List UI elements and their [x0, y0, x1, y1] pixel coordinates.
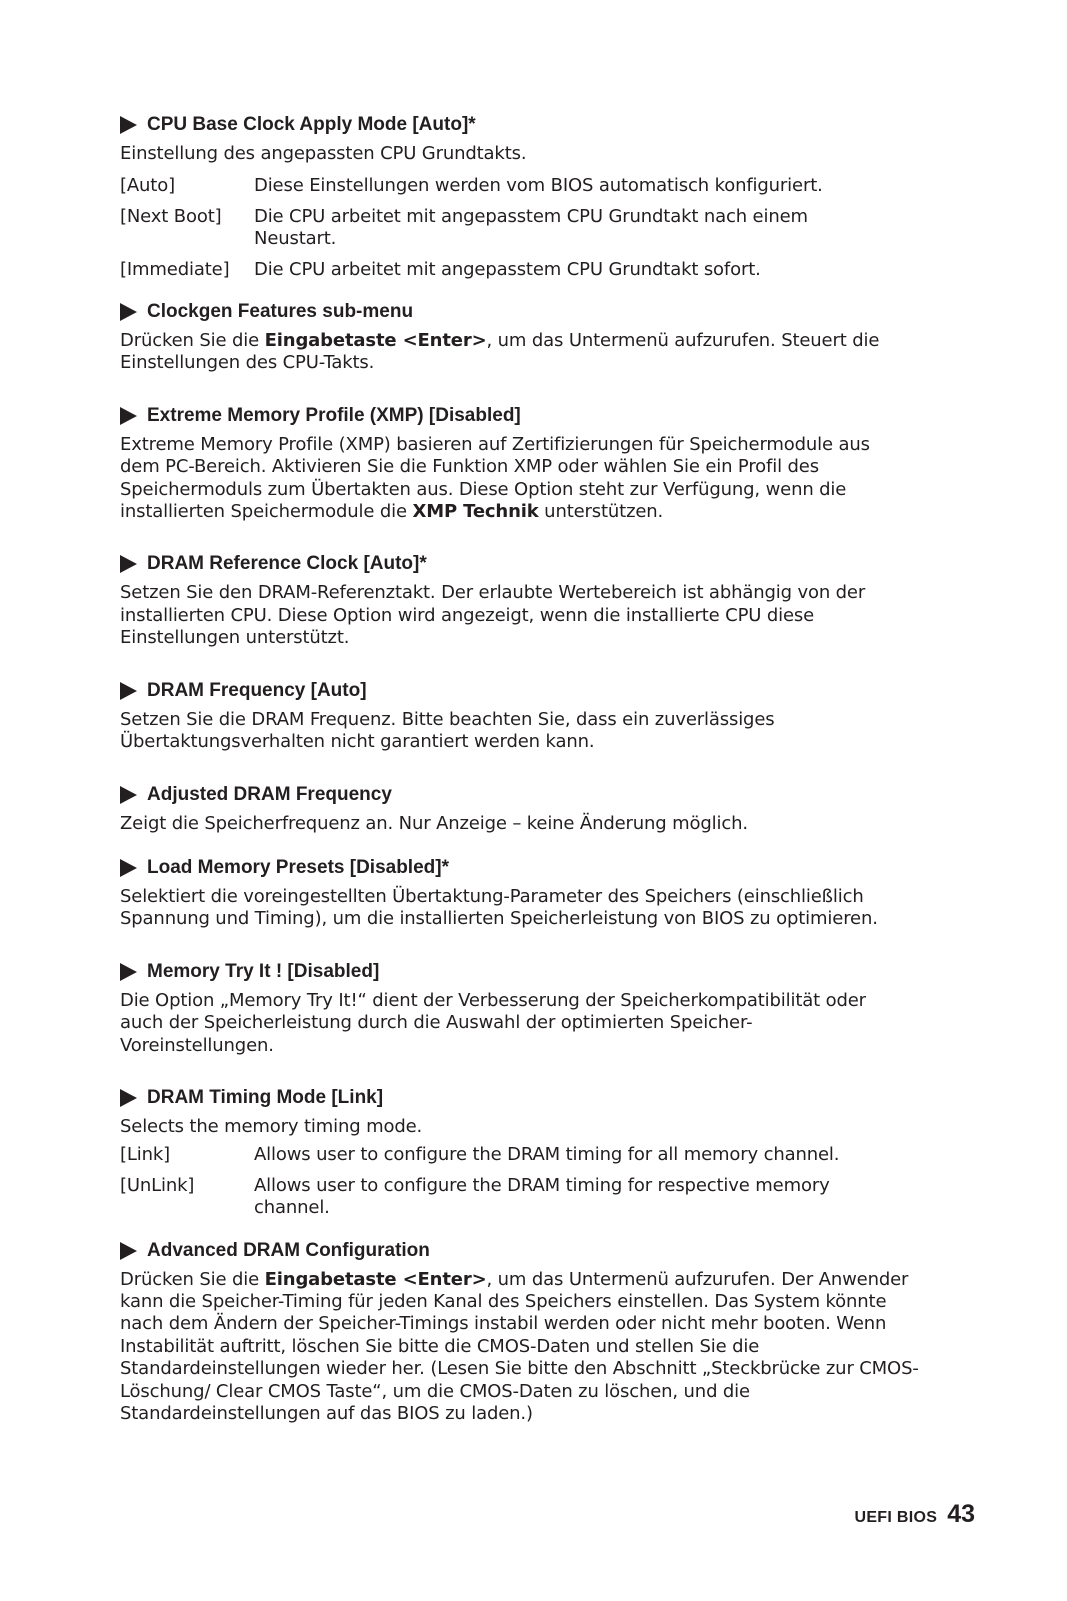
triangle-bullet-icon: [120, 407, 137, 425]
setting-memory-try-it: [120, 959, 930, 1057]
setting-description: [120, 434, 930, 524]
setting-description: Einstellung des angepassten CPU Grundtakts.: [120, 143, 527, 164]
option-key: [Link]: [120, 1144, 171, 1166]
bios-settings-list: [120, 112, 930, 1425]
triangle-bullet-icon: [120, 555, 137, 573]
setting-xmp: [120, 403, 930, 524]
setting-description: Setzen Sie den DRAM-Referenztakt. Der erlaubte Wertebereich ist abhängig von der installierten CPU. Diese Option wird angezeigt, wenn die installierte CPU diese Einstellungen unterstützt.: [120, 582, 866, 649]
setting-clockgen-features: [120, 299, 930, 375]
option-text: Die CPU arbeitet mit angepasstem CPU Grundtakt nach einem Neustart.: [254, 205, 808, 250]
setting-heading: [120, 403, 930, 429]
option-row: [120, 175, 930, 197]
setting-title: Adjusted DRAM Frequency: [147, 783, 392, 805]
xmp-technik-label: XMP Technik: [412, 501, 539, 523]
option-key: [Next Boot]: [120, 205, 222, 227]
setting-load-memory-presets: [120, 855, 930, 931]
triangle-bullet-icon: [120, 116, 137, 134]
option-key: [Auto]: [120, 175, 175, 197]
setting-title: DRAM Timing Mode [Link]: [147, 1086, 384, 1108]
setting-title: DRAM Reference Clock [Auto]*: [147, 553, 427, 575]
description-text: Drücken Sie die: [120, 330, 265, 352]
setting-title: CPU Base Clock Apply Mode [Auto]*: [147, 114, 476, 135]
setting-description: [120, 330, 930, 375]
setting-heading: [120, 1238, 930, 1264]
setting-description: [120, 1269, 930, 1426]
option-text: Allows user to configure the DRAM timing for all memory channel.: [254, 1144, 840, 1166]
setting-description: Die Option „Memory Try It!“ dient der Verbesserung der Speicherkompatibilität oder auch der Speicherleistung durch die Auswahl der optimierten Speicher-Voreinstellungen.: [120, 989, 866, 1056]
setting-heading: [120, 299, 930, 325]
setting-title: Extreme Memory Profile (XMP) [Disabled]: [147, 404, 521, 426]
triangle-bullet-icon: [120, 1089, 137, 1107]
description-text: unterstützen.: [538, 501, 664, 523]
option-text: Allows user to configure the DRAM timing for respective memory channel.: [254, 1174, 830, 1219]
option-key: [Immediate]: [120, 258, 230, 280]
setting-advanced-dram-configuration: [120, 1238, 930, 1426]
triangle-bullet-icon: [120, 963, 137, 981]
setting-heading: [120, 551, 930, 577]
setting-heading: [120, 678, 930, 704]
setting-adjusted-dram-frequency: [120, 782, 930, 835]
triangle-bullet-icon: [120, 303, 137, 321]
triangle-bullet-icon: [120, 682, 137, 700]
setting-description: Selektiert die voreingestellten Übertaktung-Parameter des Speichers (einschließlich Spannung und Timing), um die installierten Speicherleistung von BIOS zu optimieren.: [120, 885, 878, 930]
setting-description: Selects the memory timing mode.: [120, 1115, 423, 1137]
triangle-bullet-icon: [120, 786, 137, 804]
setting-cpu-base-clock-apply-mode: [120, 112, 930, 281]
option-list: [120, 1144, 930, 1219]
footer-section-label: UEFI BIOS: [854, 1509, 938, 1526]
option-row: [120, 206, 930, 251]
option-list: [120, 175, 930, 281]
setting-title: DRAM Frequency [Auto]: [147, 679, 367, 701]
setting-dram-timing-mode: [120, 1085, 930, 1220]
triangle-bullet-icon: [120, 859, 137, 877]
setting-title: Advanced DRAM Configuration: [147, 1239, 430, 1261]
description-text: , um das Untermenü aufzurufen. Der Anwender kann die Speicher-Timing für jeden Kanal des Speichers einstellen. Das System könnte nach dem Ändern der Speicher-Timings instabil werden oder nicht mehr booten. Wenn Instabilität auftritt, löschen Sie bitte die CMOS-Daten und stellen Sie die Standardeinstellungen wieder her. (Lesen Sie bitte den Abschnitt „Steckbrücke zur CMOS-Löschung/ Clear CMOS Taste“, um die CMOS-Daten zu löschen, und die Standardeinstellungen auf das BIOS zu laden.): [120, 1268, 919, 1424]
setting-description: Setzen Sie die DRAM Frequenz. Bitte beachten Sie, dass ein zuverlässiges Übertaktungsverhalten nicht garantiert werden kann.: [120, 708, 775, 753]
description-text: , um das Untermenü aufzurufen. Steuert die Einstellungen des CPU-Takts.: [120, 330, 880, 374]
page-footer: [854, 1500, 975, 1529]
option-row: [120, 1144, 930, 1166]
page-number: 43: [947, 1500, 975, 1528]
option-text: Die CPU arbeitet mit angepasstem CPU Grundtakt sofort.: [254, 258, 761, 280]
option-key: [UnLink]: [120, 1174, 195, 1196]
setting-dram-reference-clock: [120, 551, 930, 649]
option-row: [120, 259, 930, 281]
setting-description: Zeigt die Speicherfrequenz an. Nur Anzeige – keine Änderung möglich.: [120, 812, 748, 834]
setting-title: Clockgen Features sub-menu: [147, 301, 414, 323]
option-row: [120, 1175, 930, 1220]
setting-dram-frequency: [120, 678, 930, 754]
triangle-bullet-icon: [120, 1242, 137, 1260]
setting-heading: [120, 855, 930, 881]
description-text: Drücken Sie die: [120, 1268, 265, 1290]
option-text: Diese Einstellungen werden vom BIOS automatisch konfiguriert.: [254, 175, 823, 197]
setting-title: Memory Try It ! [Disabled]: [147, 960, 380, 982]
setting-heading: [120, 959, 930, 985]
enter-key-label: Eingabetaste <Enter>: [264, 1268, 487, 1290]
setting-heading: [120, 782, 930, 808]
setting-heading: [120, 112, 930, 138]
setting-heading: [120, 1085, 930, 1111]
description-text: Extreme Memory Profile (XMP) basieren auf Zertifizierungen für Speichermodule aus dem PC-Bereich. Aktivieren Sie die Funktion XMP oder wählen Sie ein Profil des Speichermoduls zum Übertakten aus. Diese Option steht zur Verfügung, wenn die installierten Speichermodule die: [120, 433, 870, 523]
setting-title: Load Memory Presets [Disabled]*: [147, 856, 449, 878]
enter-key-label: Eingabetaste <Enter>: [264, 330, 487, 352]
